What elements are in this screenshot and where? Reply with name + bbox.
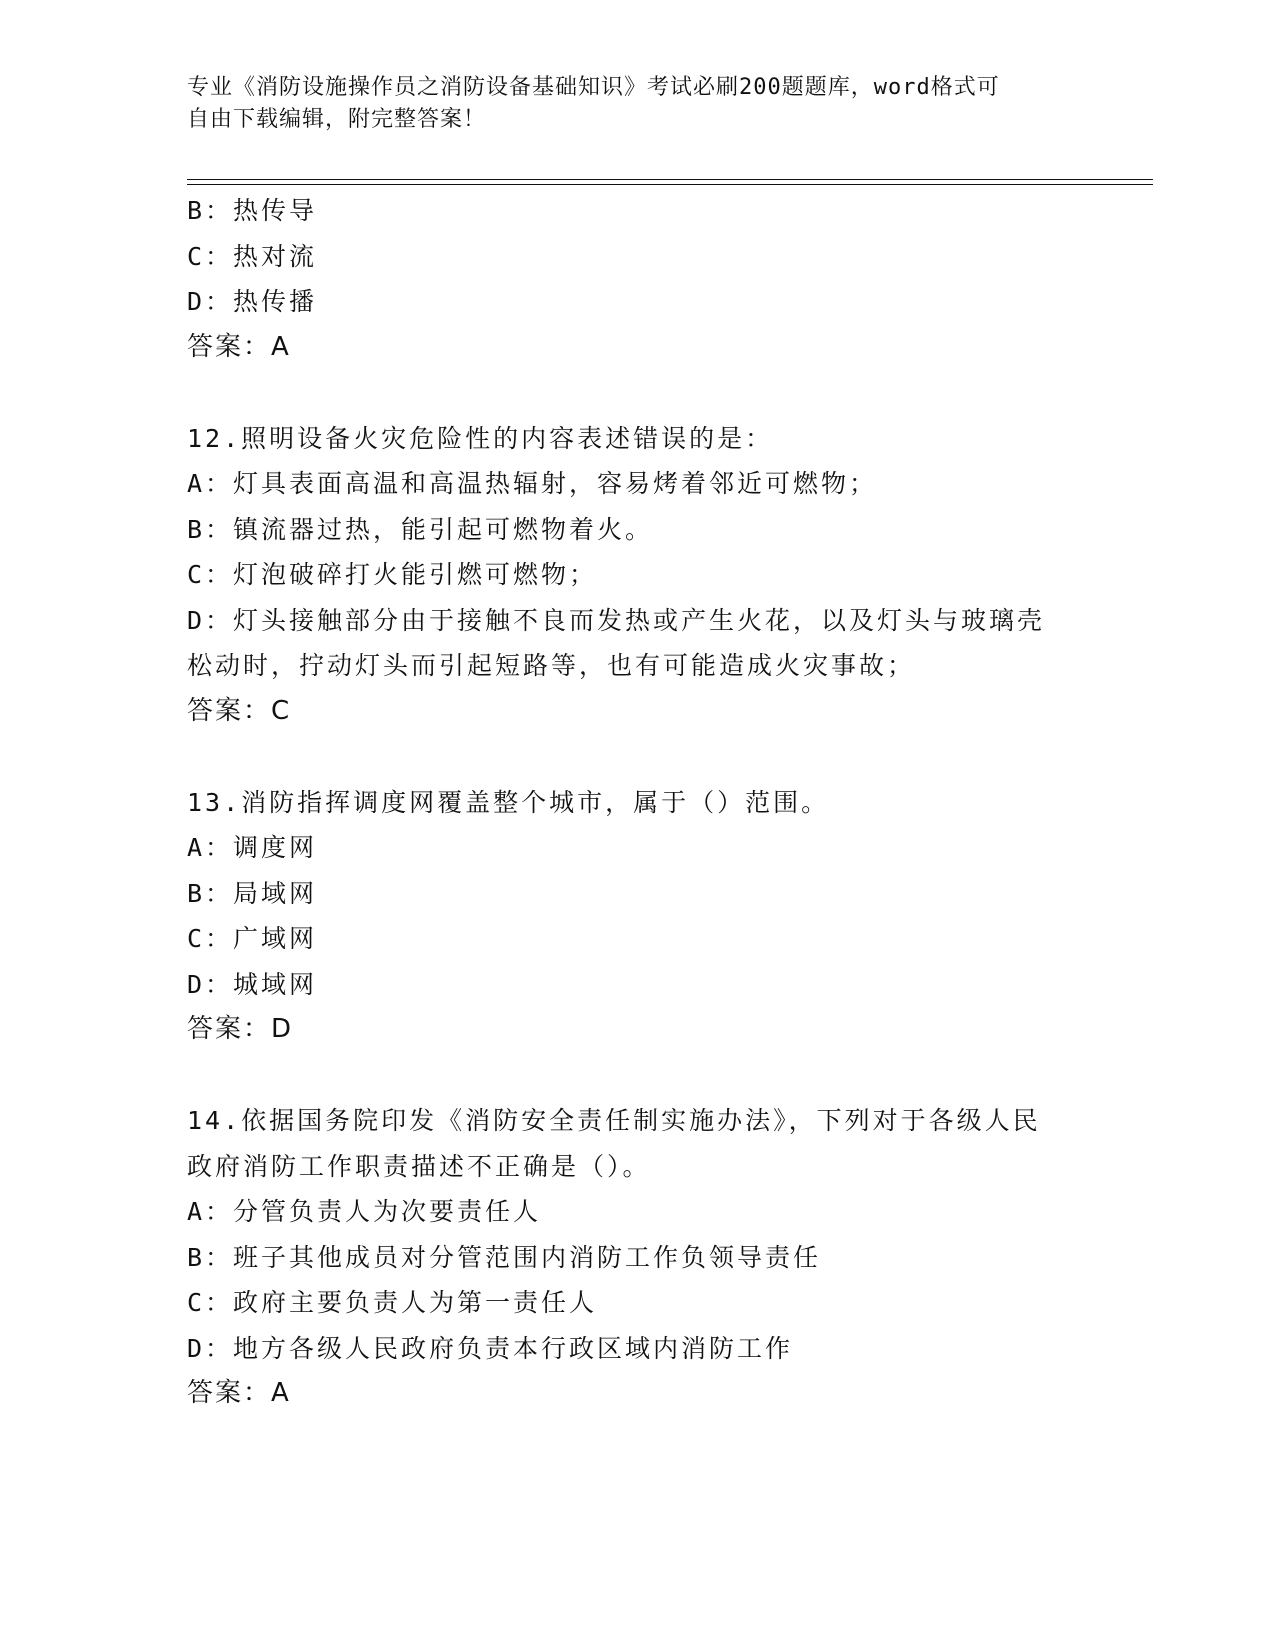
option-d: D：城域网: [187, 969, 318, 999]
question-stem: 13.消防指挥调度网覆盖整个城市，属于（）范围。: [187, 787, 830, 817]
document-header: [187, 72, 1067, 136]
question-11: [187, 188, 1087, 370]
option-a: A：分管负责人为次要责任人: [187, 1197, 542, 1226]
question-13: [187, 780, 1087, 1053]
option-d-line-2: 松动时，拧动灯头而引起短路等，也有可能造成火灾事故；: [187, 651, 916, 680]
option-d: D：热传播: [187, 287, 318, 316]
option-b: B：镇流器过热，能引起可燃物着火。: [187, 514, 654, 544]
question-12: [187, 416, 1087, 735]
question-stem: 12.照明设备火灾危险性的内容表述错误的是：: [187, 423, 774, 453]
spacer: [187, 370, 1087, 416]
option-c: C：灯泡破碎打火能引燃可燃物；: [187, 560, 598, 589]
answer-label: 答案：C: [187, 695, 292, 726]
option-b: B：局域网: [187, 878, 318, 908]
question-stem-line-1: 14.依据国务院印发《消防安全责任制实施办法》，下列对于各级人民: [187, 1106, 1041, 1135]
option-a: A：调度网: [187, 833, 318, 862]
option-a: A：灯具表面高温和高温热辐射，容易烤着邻近可燃物；: [187, 469, 878, 498]
option-d-line-1: D：灯头接触部分由于接触不良而发热或产生火花，以及灯头与玻璃壳: [187, 605, 1046, 635]
option-d: D：地方各级人民政府负责本行政区域内消防工作: [187, 1333, 794, 1363]
header-line-1: 专业《消防设施操作员之消防设备基础知识》考试必刷200题题库，word格式可: [187, 75, 1000, 100]
question-14: [187, 1098, 1087, 1417]
header-line-2: 自由下载编辑，附完整答案！: [187, 107, 487, 132]
header-rule-bottom: [187, 184, 1153, 185]
option-b: B：班子其他成员对分管范围内消防工作负领导责任: [187, 1242, 822, 1272]
spacer: [187, 734, 1087, 780]
answer-label: 答案：A: [187, 331, 291, 362]
option-c: C：热对流: [187, 241, 318, 271]
option-c: C：广域网: [187, 924, 318, 953]
option-b: B：热传导: [187, 196, 318, 225]
header-rule-top: [187, 179, 1153, 180]
option-c: C：政府主要负责人为第一责任人: [187, 1288, 598, 1317]
answer-label: 答案：A: [187, 1378, 291, 1408]
question-list: [187, 188, 1087, 1417]
question-stem-line-2: 政府消防工作职责描述不正确是（）。: [187, 1151, 651, 1181]
spacer: [187, 1053, 1087, 1099]
answer-label: 答案：D: [187, 1014, 294, 1044]
